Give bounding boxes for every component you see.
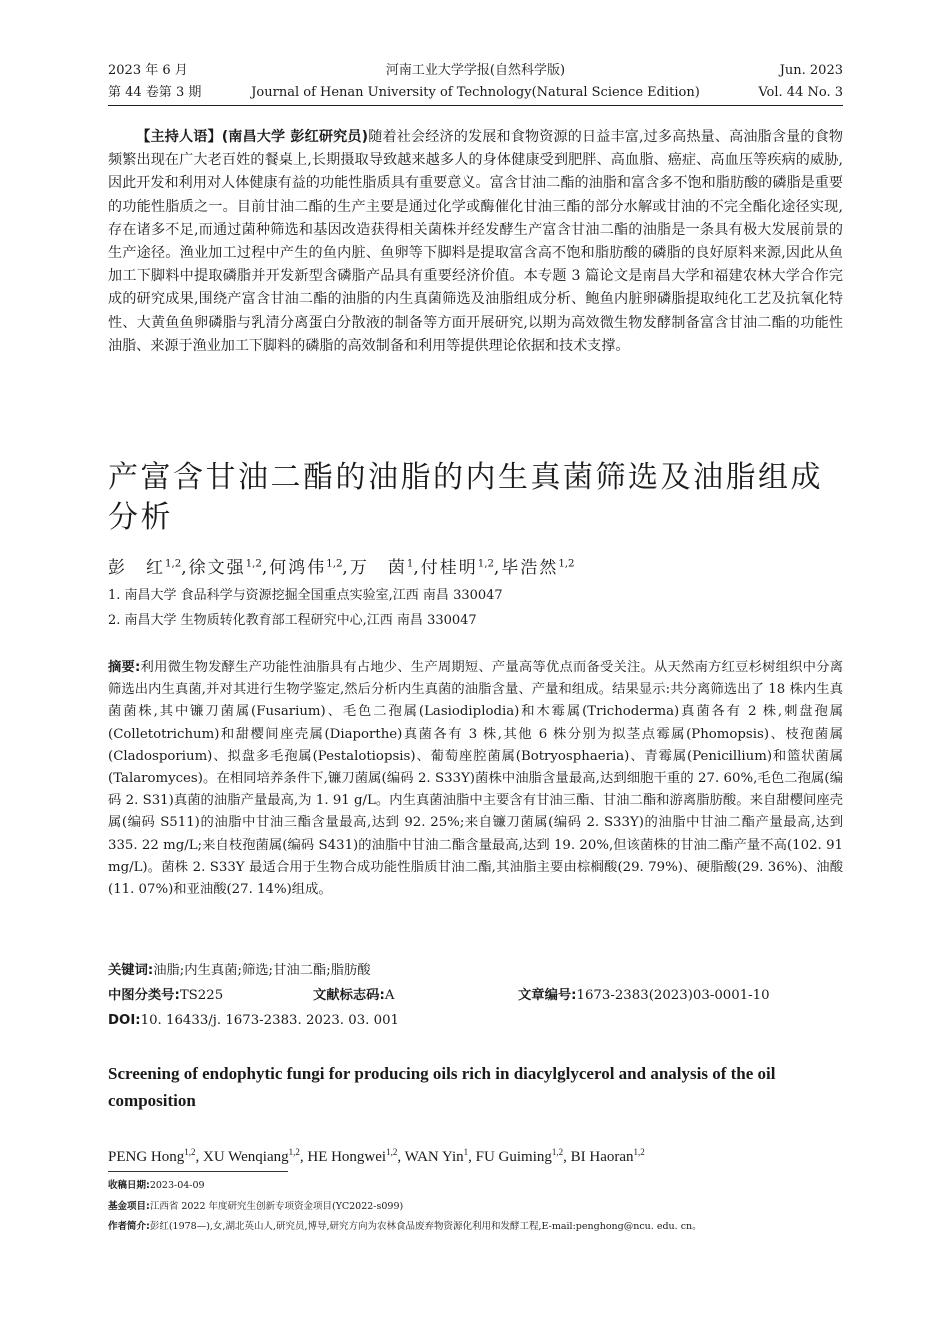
article-number-label: 文章编号: [518, 988, 577, 1003]
en-author-affiliation-marker: 1,2 [633, 1147, 645, 1157]
cn-author-affiliation-marker: 1,2 [245, 558, 262, 569]
cn-author-separator: , [261, 557, 270, 578]
cn-author [501, 558, 574, 578]
doi-value[interactable]: 10. 16433/j. 1673-2383. 2023. 03. 001 [140, 1013, 400, 1028]
host-name: (南昌大学 彭红研究员) [221, 129, 369, 145]
article-number-value: 1673-2383(2023)03-0001-10 [576, 988, 770, 1003]
cn-author-affiliation-marker: 1 [406, 558, 414, 569]
en-author-name: PENG Hong [108, 1149, 185, 1165]
en-author-affiliation-marker: 1,2 [386, 1147, 398, 1157]
fund-value: 江西省 2022 年度研究生创新专项资金项目(YC2022-s099) [149, 1201, 404, 1212]
author-bio [108, 1220, 843, 1234]
cn-author-affiliation-marker: 1,2 [558, 558, 575, 569]
en-author-name: FU Guiming [475, 1149, 552, 1165]
en-author-affiliation-marker: 1,2 [184, 1147, 196, 1157]
english-title: Screening of endophytic fungi for producing oils rich in diacylglycerol and analysis of the oil composition [108, 1064, 776, 1110]
en-author-name: BI Haoran [570, 1149, 634, 1165]
article-title: 产富含甘油二酯的油脂的内生真菌筛选及油脂组成分析 [108, 460, 823, 535]
cn-author-name: 万 茵 [349, 557, 407, 578]
en-author [476, 1149, 571, 1165]
cn-author-affiliation-marker: 1,2 [326, 558, 343, 569]
doc-value: A [384, 988, 395, 1003]
cn-author [421, 558, 502, 578]
affiliation-2: 2. 南昌大学 生物质转化教育部工程研究中心,江西 南昌 330047 [108, 613, 477, 628]
en-author-separator: , [563, 1149, 571, 1165]
cn-author-separator: , [493, 557, 502, 578]
cn-author [350, 558, 421, 578]
header-issue-en: Vol. 44 No. 3 [758, 85, 843, 100]
header-journal-cn: 河南工业大学学报(自然科学版) [385, 63, 566, 78]
en-author-separator: , [397, 1149, 405, 1165]
abstract-text: 利用微生物发酵生产功能性油脂具有占地少、生产周期短、产量高等优点而备受关注。从天然南方红豆杉树组织中分离筛选出内生真菌,并对其进行生物学鉴定,然后分析内生真菌的油脂含量、产量和组成。结果显示:共分离筛选出了 18 株内生真菌菌株,其中镰刀菌属(Fusarium)、毛色二孢属(Lasiodiplodia)和木霉属(Trichoderma)真菌各有 2 株,刺盘孢属(Colletotrichum)和甜樱间座壳属(Diaporthe)真菌各有 3 株,其他 6 株分别为拟茎点霉属(Phomopsis)、枝孢菌属(Cladosporium)、拟盘多毛孢属(Pestalotiopsis)、葡萄座腔菌属(Botryosphaeria)、青霉属(Penicillium)和篮状菌属(Talaromyces)。在相同培养条件下,镰刀菌属(编码 2. S33Y)菌株中油脂含量最高,达到细胞干重的 27. 60%,毛色二孢属(编码 2. S31)真菌的油脂产量最高,为 1. 91 g/L。内生真菌油脂中主要含有甘油三酯、甘油二酯和游离脂肪酸。来自甜樱间座壳属(编码 S511)的油脂中甘油三酯含量最高,达到 92. 25%;来自镰刀菌属(编码 2. S33Y)的油脂中甘油二酯产量最高,达到 335. 22 mg/L;来自枝孢菌属(编码 S431)的油脂中甘油二酯含量最高,达到 19. 20%,但该菌株的甘油二酯产量不高(102. 91 mg/L)。菌株 2. S33Y 最适合用于生物合成功能性脂质甘油二酯,其油脂主要由棕榈酸(29. 79%)、硬脂酸(29. 36%)、油酸(11. 07%)和亚油酸(27. 14%)组成。 [108, 660, 843, 898]
clc-value: TS225 [179, 988, 224, 1003]
author-bio-label: 作者简介: [108, 1221, 150, 1232]
doi-label: DOI: [108, 1013, 141, 1028]
article-number [518, 985, 770, 1007]
en-author [405, 1149, 476, 1165]
keywords-label: 关键词: [108, 963, 154, 978]
en-author-affiliation-marker: 1,2 [551, 1147, 564, 1157]
cn-author-name: 毕浩然 [501, 557, 559, 578]
en-author-name: WAN Yin [404, 1149, 464, 1165]
keywords-text: 油脂;内生真菌;筛选;甘油二酯;脂肪酸 [153, 963, 371, 978]
en-author-separator: , [299, 1149, 308, 1165]
cn-author-name: 彭 红 [108, 557, 165, 578]
cn-author-affiliation-marker: 1,2 [165, 558, 182, 569]
fund-label: 基金项目: [108, 1201, 150, 1212]
clc-code [108, 985, 224, 1007]
cn-author [189, 558, 270, 578]
cn-author-separator: , [181, 557, 189, 578]
footnote-rule [108, 1171, 288, 1172]
host-label: 【主持人语】 [136, 129, 222, 145]
header-date-en: Jun. 2023 [779, 63, 843, 78]
en-author-affiliation-marker: 1 [463, 1147, 469, 1157]
en-author [203, 1149, 307, 1165]
en-author-name: HE Hongwei [307, 1149, 387, 1165]
author-list [108, 552, 843, 580]
author-bio-value: 彭红(1978—),女,湖北英山人,研究员,博导,研究方向为农林食品废弃物资源化利用和发酵工程,E-mail:penghong@ncu. edu. cn。 [149, 1221, 702, 1232]
en-author-name: XU Wenqiang [203, 1149, 289, 1165]
en-author [108, 1149, 203, 1165]
cn-author [269, 558, 350, 578]
header-date-cn: 2023 年 6 月 [108, 63, 188, 78]
document-code [313, 985, 395, 1007]
host-introduction-paragraph [108, 126, 843, 358]
host-text: 随着社会经济的发展和食物资源的日益丰富,过多高热量、高油脂含量的食物频繁出现在广大老百姓的餐桌上,长期摄取导致越来越多人的身体健康受到肥胖、高血脂、癌症、高血压等疾病的威胁,因此开发和利用对人体健康有益的功能性脂质具有重要意义。富含甘油二酯的油脂和富含多不饱和脂肪酸的磷脂是重要的功能性脂质之一。目前甘油二酯的生产主要是通过化学或酶催化甘油三酯的部分水解或甘油的不完全酯化途径实现,存在诸多不足,而通过菌种筛选和基因改造获得相关菌株并经发酵生产富含甘油二酯的油脂是一条具有极大发展前景的生产途径。渔业加工过程中产生的鱼内脏、鱼卵等下脚料是提取富含高不饱和脂肪酸的磷脂的良好原料来源,因此从鱼加工下脚料中提取磷脂并开发新型含磷脂产品具有重要经济价值。本专题 3 篇论文是南昌大学和福建农林大学合作完成的研究成果,围绕产富含甘油二酯的油脂的内生真菌筛选及油脂组成分析、鲍鱼内脏卵磷脂提取纯化工艺及抗氧化特性、大黄鱼鱼卵磷脂与乳清分离蛋白分散液的制备等方面开展研究,以期为高效微生物发酵制备富含甘油二酯的功能性油脂、来源于渔业加工下脚料的磷脂的高效制备和利用等提供理论依据和技术支撑。 [108, 129, 844, 354]
received-date [108, 1179, 843, 1193]
abstract-label: 摘要: [108, 660, 141, 675]
en-author-separator: , [468, 1149, 476, 1165]
header-rule [108, 105, 843, 106]
cn-author [108, 558, 189, 578]
cn-author-separator: , [342, 557, 350, 578]
doi-row [108, 1010, 843, 1032]
en-author [571, 1149, 645, 1165]
en-author [307, 1149, 404, 1165]
received-label: 收稿日期: [108, 1180, 150, 1191]
received-value: 2023-04-09 [149, 1180, 205, 1191]
affiliation-1: 1. 南昌大学 食品科学与资源挖掘全国重点实验室,江西 南昌 330047 [108, 588, 503, 603]
abstract [108, 657, 843, 901]
keywords [108, 960, 843, 982]
en-author-separator: , [195, 1149, 204, 1165]
en-author-affiliation-marker: 1,2 [288, 1147, 300, 1157]
english-author-list [108, 1141, 843, 1168]
clc-label: 中图分类号: [108, 988, 180, 1003]
cn-author-name: 付桂明 [420, 557, 478, 578]
header-journal-en: Journal of Henan University of Technology(Natural Science Edition) [251, 85, 700, 100]
host-introduction [108, 126, 843, 358]
doc-label: 文献标志码: [313, 988, 385, 1003]
cn-author-affiliation-marker: 1,2 [477, 558, 494, 569]
header-issue-cn: 第 44 卷第 3 期 [108, 85, 202, 100]
cn-author-name: 何鸿伟 [269, 557, 327, 578]
fund-note [108, 1200, 843, 1214]
cn-author-separator: , [413, 557, 421, 578]
cn-author-name: 徐文强 [188, 557, 246, 578]
